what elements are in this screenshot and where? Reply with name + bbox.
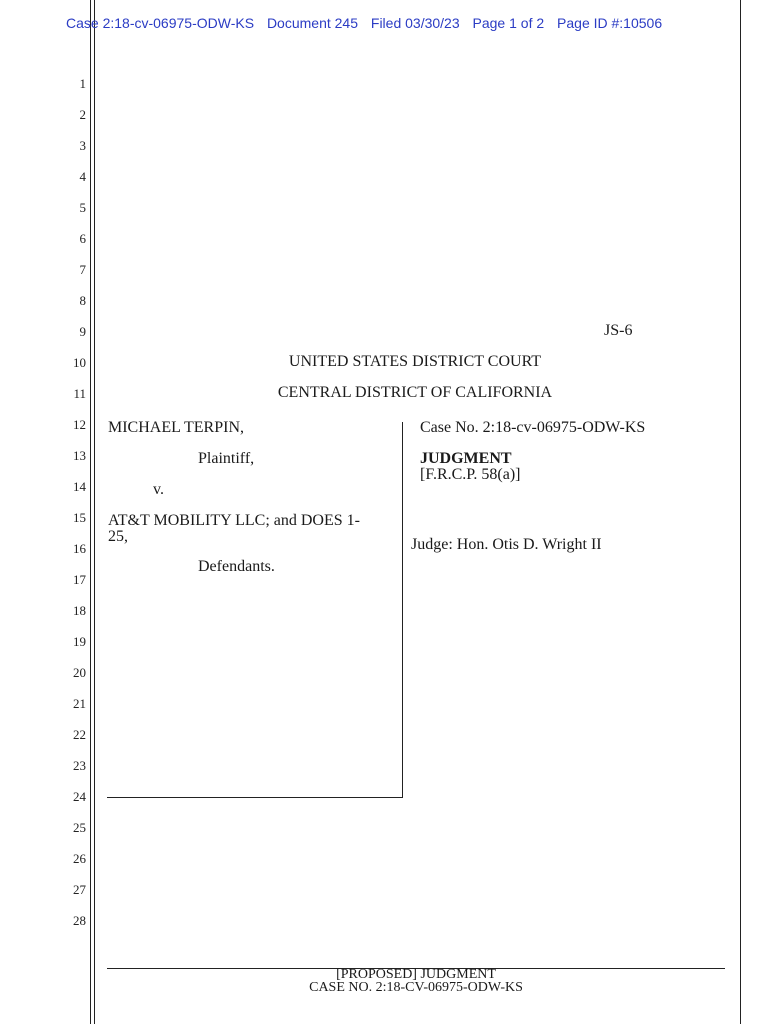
- line-number: 17: [73, 572, 86, 587]
- judge-name: Judge: Hon. Otis D. Wright II: [411, 536, 602, 553]
- line-number: 13: [73, 448, 86, 463]
- line-number: 11: [73, 386, 86, 401]
- line-number: 5: [79, 200, 86, 215]
- line-number: 4: [79, 169, 86, 184]
- line-number: 18: [73, 603, 86, 618]
- line-number: 7: [79, 262, 86, 277]
- versus: v.: [153, 481, 164, 498]
- document-title: JUDGMENT: [420, 450, 512, 467]
- footer-case-number: CASE NO. 2:18-CV-06975-ODW-KS: [309, 980, 523, 995]
- line-number: 15: [73, 510, 86, 525]
- defendant-name-line1: AT&T MOBILITY LLC; and DOES 1-: [108, 512, 360, 529]
- line-number: 2: [79, 107, 86, 122]
- ecf-header: [66, 15, 671, 31]
- line-number: 27: [73, 882, 86, 897]
- line-number: 10: [73, 355, 86, 370]
- header-page-count: Page 1 of 2: [472, 15, 545, 31]
- line-number: 28: [73, 913, 86, 928]
- line-number: 3: [79, 138, 86, 153]
- defendant-name-line2: 25,: [108, 528, 128, 545]
- line-number: 8: [79, 293, 86, 308]
- line-number: 1: [79, 76, 86, 91]
- header-filed-date: Filed 03/30/23: [370, 15, 460, 31]
- line-number: 12: [73, 417, 86, 432]
- js6-tag: JS-6: [604, 322, 633, 339]
- case-number: Case No. 2:18-cv-06975-ODW-KS: [420, 419, 646, 436]
- rule-citation: [F.R.C.P. 58(a)]: [420, 466, 521, 483]
- line-number: 25: [73, 820, 86, 835]
- line-number: 23: [73, 758, 86, 773]
- plaintiff-role: Plaintiff,: [198, 450, 255, 467]
- court-district: CENTRAL DISTRICT OF CALIFORNIA: [277, 384, 553, 401]
- plaintiff-name: MICHAEL TERPIN,: [108, 419, 244, 436]
- line-number: 16: [73, 541, 86, 556]
- line-number: 19: [73, 634, 86, 649]
- line-number: 26: [73, 851, 86, 866]
- left-margin-rule-inner: [94, 0, 95, 1024]
- left-margin-rule-outer: [90, 0, 91, 1024]
- caption-horizontal-divider: [107, 797, 403, 798]
- line-number: 22: [73, 727, 86, 742]
- defendant-role: Defendants.: [198, 558, 275, 575]
- caption-vertical-divider: [402, 422, 403, 798]
- line-number: 24: [73, 789, 86, 804]
- line-number: 14: [73, 479, 86, 494]
- line-number: 6: [79, 231, 86, 246]
- line-number: 21: [73, 696, 86, 711]
- header-page-id: Page ID #:10506: [557, 15, 663, 31]
- header-case-number: Case 2:18-cv-06975-ODW-KS: [66, 15, 255, 31]
- footer-title: [PROPOSED] JUDGMENT: [336, 967, 496, 982]
- header-document-number: Document 245: [266, 15, 358, 31]
- line-number: 20: [73, 665, 86, 680]
- line-number: 9: [79, 324, 86, 339]
- court-name: UNITED STATES DISTRICT COURT: [288, 353, 542, 370]
- right-margin-rule: [740, 0, 741, 1024]
